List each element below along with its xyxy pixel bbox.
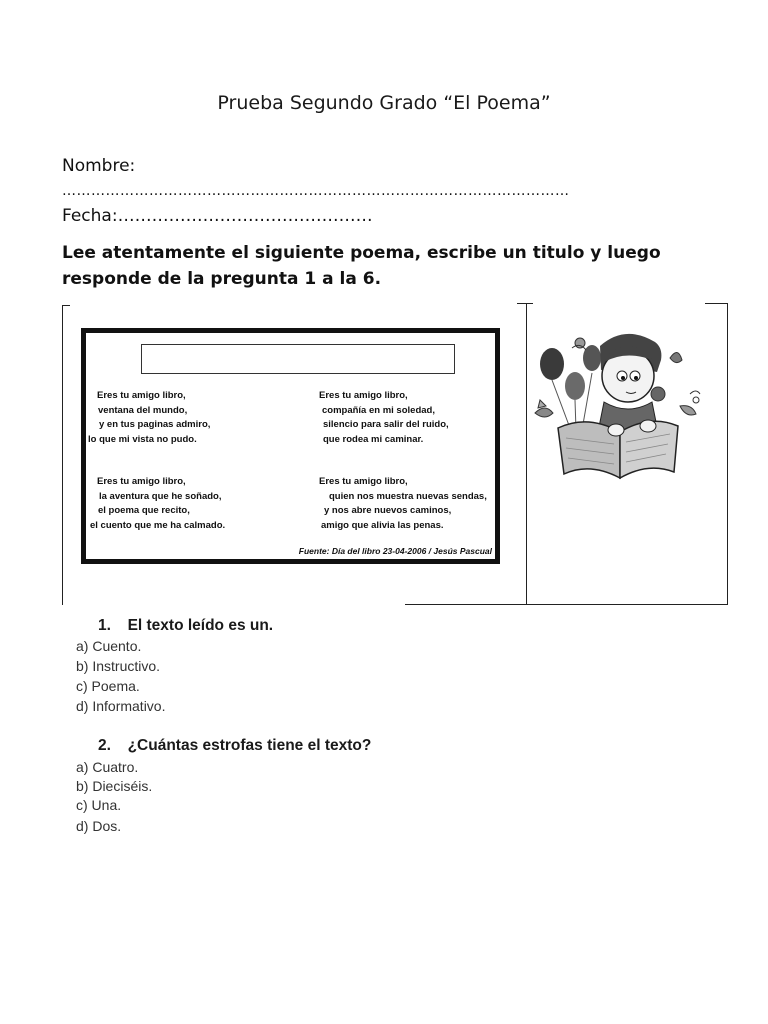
poem-box bbox=[81, 328, 500, 564]
question-1-option-c[interactable]: c) Poema. bbox=[76, 678, 140, 694]
question-2-option-b[interactable]: b) Dieciséis. bbox=[76, 778, 153, 794]
question-text: ¿Cuántas estrofas tiene el texto? bbox=[127, 737, 372, 754]
question-1-option-d[interactable]: d) Informativo. bbox=[76, 698, 166, 714]
frame-top-tick-mid bbox=[517, 303, 533, 304]
question-1-option-b[interactable]: b) Instructivo. bbox=[76, 658, 161, 674]
poem-line: la aventura que he soñado, bbox=[99, 490, 222, 502]
boy-reading-book-illustration bbox=[530, 318, 706, 488]
frame-divider-line bbox=[526, 303, 527, 605]
book-icon bbox=[558, 420, 678, 478]
question-2-title bbox=[98, 737, 371, 755]
question-1-title bbox=[98, 617, 273, 635]
poem-line: y nos abre nuevos caminos, bbox=[324, 505, 452, 516]
poem-line: Eres tu amigo libro, bbox=[319, 476, 408, 487]
boy-icon bbox=[598, 334, 661, 432]
stanza-2 bbox=[319, 389, 449, 447]
poem-line: el cuento que me ha calmado. bbox=[90, 519, 226, 531]
stanza-1 bbox=[88, 389, 210, 447]
question-2-option-c[interactable]: c) Una. bbox=[76, 797, 122, 813]
frame-right-line bbox=[727, 303, 728, 605]
poem-line: quien nos muestra nuevas sendas, bbox=[329, 490, 487, 502]
poem-line: y en tus paginas admiro, bbox=[99, 419, 211, 430]
nombre-field-line[interactable]: …………………………………………………………………………………………… bbox=[62, 183, 570, 199]
fecha-field[interactable]: Fecha:……………………………………… bbox=[62, 206, 373, 226]
poem-title-input-box[interactable] bbox=[141, 344, 455, 374]
poem-line: silencio para salir del ruido, bbox=[323, 419, 449, 430]
frame-bottom-line bbox=[405, 604, 728, 605]
question-number: 2. bbox=[98, 737, 111, 754]
question-2-option-a[interactable]: a) Cuatro. bbox=[76, 759, 139, 775]
stanza-3 bbox=[88, 475, 225, 533]
frame-left-tick bbox=[62, 305, 70, 306]
poem-line: amigo que alivia las penas. bbox=[321, 519, 444, 531]
poem-line: ventana del mundo, bbox=[98, 404, 188, 416]
question-2-option-d[interactable]: d) Dos. bbox=[76, 818, 122, 834]
poem-line: Eres tu amigo libro, bbox=[97, 476, 186, 487]
poem-line: Eres tu amigo libro, bbox=[97, 390, 186, 401]
poem-source: Fuente: Día del libro 23-04-2006 / Jesús Pascual bbox=[298, 546, 492, 556]
question-number: 1. bbox=[98, 617, 111, 634]
instructions: Lee atentamente el siguiente poema, escribe un titulo y luego responde de la pregunta 1 a la 6. bbox=[62, 243, 661, 289]
page-title: Prueba Segundo Grado “El Poema” bbox=[217, 92, 551, 114]
poem-line: el poema que recito, bbox=[98, 505, 190, 516]
poem-line: lo que mi vista no pudo. bbox=[88, 433, 197, 445]
question-1-option-a[interactable]: a) Cuento. bbox=[76, 638, 142, 654]
frame-left-line bbox=[62, 305, 63, 605]
stanza-4 bbox=[319, 475, 487, 533]
frame-top-right bbox=[705, 303, 728, 304]
poem-line: Eres tu amigo libro, bbox=[319, 390, 408, 401]
balloons-icon bbox=[540, 345, 601, 430]
poem-line: que rodea mi caminar. bbox=[323, 433, 424, 445]
poem-line: compañía en mi soledad, bbox=[322, 404, 435, 416]
question-text: El texto leído es un. bbox=[127, 617, 274, 634]
nombre-label: Nombre: bbox=[62, 156, 136, 176]
